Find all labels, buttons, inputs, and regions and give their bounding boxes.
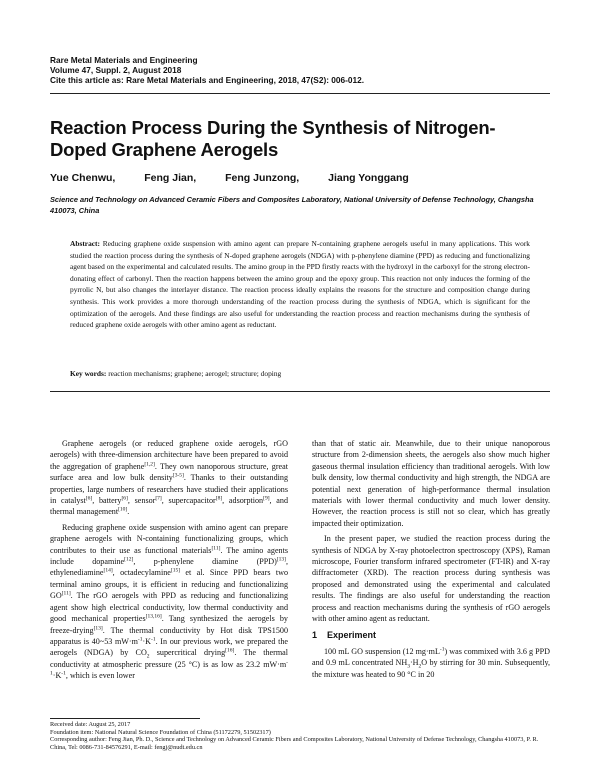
intro-paragraph-2: Reducing graphene oxide suspension with amino agent can prepare graphene aerogels with N-containing functionalizing groups, which contributes to their use as functional materials[11]. The amino agents include dopamine[12], p-phenylene diamine (PPD)[13], ethylenediamine[14], octadecylamine[15] et al. Since PPD bears two terminal amino groups, it is efficient in reducing and functionalizing GO[11]. The rGO aerogels with PPD as reducing and functionalizing agent show high electrical conductivity, low thermal conductivity and good mechanical properties[13,16]. Tang synthesized the aerogels by freeze-drying[13]. The thermal conductivity by Hot disk TPS1500 apparatus is 40~53 $mW\cdot m^{-1}\cdot K^{-1}$. In our previous work, we prepared the aerogels (NDGA) by $CO_2$ supercritical drying[16]. The thermal conductivity at atmospheric pressure (25 °C) is as low as 23.2 $mW\cdot m^{-1}\cdot K^{-1}$, which is even lower bbox=[50, 522, 289, 681]
intro-paragraph-3: than that of static air. Meanwhile, due to their unique nanoporous structure from 2-dimension sheets, the aerogels also show much higher gaseous thermal insulation efficiency than traditional aerogels. With low bulk density, low thermal conductivity and high strength, the NDGA are potential next generation of high-performance thermal insulation materials with lower thermal conductivity and much lower density. However, the reaction process is still not so clear, which has greatly impacted their optimization. bbox=[312, 439, 550, 528]
abstract bbox=[70, 238, 530, 331]
journal-name: Rare Metal Materials and Engineering bbox=[50, 55, 198, 65]
journal-volume: Volume 47, Suppl. 2, August 2018 bbox=[50, 65, 182, 75]
body-column-right bbox=[312, 438, 550, 684]
abstract-text: Reducing graphene oxide suspension with amino agent can prepare N-containing graphene aerogels useful in many applications. This work studied the reaction process during the synthesis of N-doped graphene aerogels (NDGA) with p-phenylene diamine (PPD) as reducing and functionalizing agent based on the experimental and calculated results. The amino group in the PPD firstly reacts with the hydroxyl in the carboxyl for the strong electron-donating effect of carbonyl. Then the reaction happens between the amino group and the epoxy group. This reaction not only induces the forming of the pyrrolic N, but also changes the interlayer distance. The reaction process ideally explains the reasons for the structure and composition change during synthesis. This work provides a more thorough understanding of the reaction process during the synthesis of NDGA, which is significant for the optimization of the aerogels. And these findings are also useful for understanding the reaction process and reaction mechanisms during the synthesis of reduced graphene oxide aerogels with other amino agent as reductant. bbox=[70, 239, 530, 330]
author-1: Yue Chenwu, bbox=[50, 172, 116, 184]
intro-paragraph-1: Graphene aerogels (or reduced graphene oxide aerogels, rGO aerogels) with three-dimension architecture have been prepared to avoid the aggregation of graphene[1,2]. They own nanoporous structure, great surface area and low bulk density[3-5]. Thanks to their outstanding properties, large numbers of researchers have studied their applications in catalyst[6], battery[6], sensor[7], supercapacitor[8], adsorption[9], and thermal management[10]. bbox=[50, 439, 288, 517]
affiliation: Science and Technology on Advanced Ceramic Fibers and Composites Laboratory, National University of Defense Technology, Changsha 410073, China bbox=[50, 195, 534, 215]
author-3: Feng Junzong, bbox=[225, 172, 300, 184]
journal-citation: Cite this article as: Rare Metal Materials and Engineering, 2018, 47(S2): 006-012. bbox=[50, 75, 365, 85]
journal-header bbox=[50, 55, 550, 85]
author-2: Feng Jian, bbox=[144, 172, 197, 184]
foundation-item: Foundation item: National Natural Science Foundation of China (51172279, 51502317) bbox=[50, 728, 271, 736]
abstract-label: Abstract: bbox=[70, 239, 100, 248]
section-heading-experiment: 1 Experiment bbox=[312, 629, 377, 640]
keywords-text: reaction mechanisms; graphene; aerogel; structure; doping bbox=[108, 369, 282, 378]
author-list bbox=[50, 172, 550, 184]
author-4: Jiang Yonggang bbox=[328, 172, 409, 184]
intro-paragraph-4: In the present paper, we studied the reaction process during the synthesis of NDGA by X-ray photoelectron spectroscopy (XPS), Raman microscope, Fourier transform infrared spectrometer (FT-IR) and X-ray diffractometer (XRD). The reaction process during synthesis was proposed and demonstrated using the experimental and calculated results. The findings are also useful for understanding the reaction process and reaction mechanisms during the synthesis of rGO aerogels with other amino agent as reductant. bbox=[312, 534, 550, 624]
keywords bbox=[70, 369, 530, 379]
footnote bbox=[50, 721, 550, 751]
keywords-label: Key words: bbox=[70, 369, 107, 378]
header-rule bbox=[50, 93, 550, 94]
paper-title: Reaction Process During the Synthesis of Nitrogen-Doped Graphene Aerogels bbox=[50, 117, 496, 160]
footnote-rule bbox=[50, 718, 200, 719]
received-date: Received date: August 25, 2017 bbox=[50, 721, 131, 728]
corresponding-author: Corresponding author: Feng Jian, Ph. D., Science and Technology on Advanced Ceramic Fibers and Composites Laboratory, National University of Defense Technology, Changsha 410073, P. R. China, Tel: 0086-731-84576291, E-mail: fengj@nudt.edu.cn bbox=[50, 736, 539, 751]
body-column-left bbox=[50, 438, 288, 686]
experiment-paragraph-1: 100 mL GO suspension (12 $mg\cdot mL^{-1}$) was commixed with 3.6 g PPD and 0.9 mL concentrated $NH_3\cdot H_2O$ by stirring for 30 min. Subsequently, the mixture was heated to 90 °C in 20 bbox=[312, 646, 550, 679]
keywords-rule bbox=[50, 391, 550, 392]
